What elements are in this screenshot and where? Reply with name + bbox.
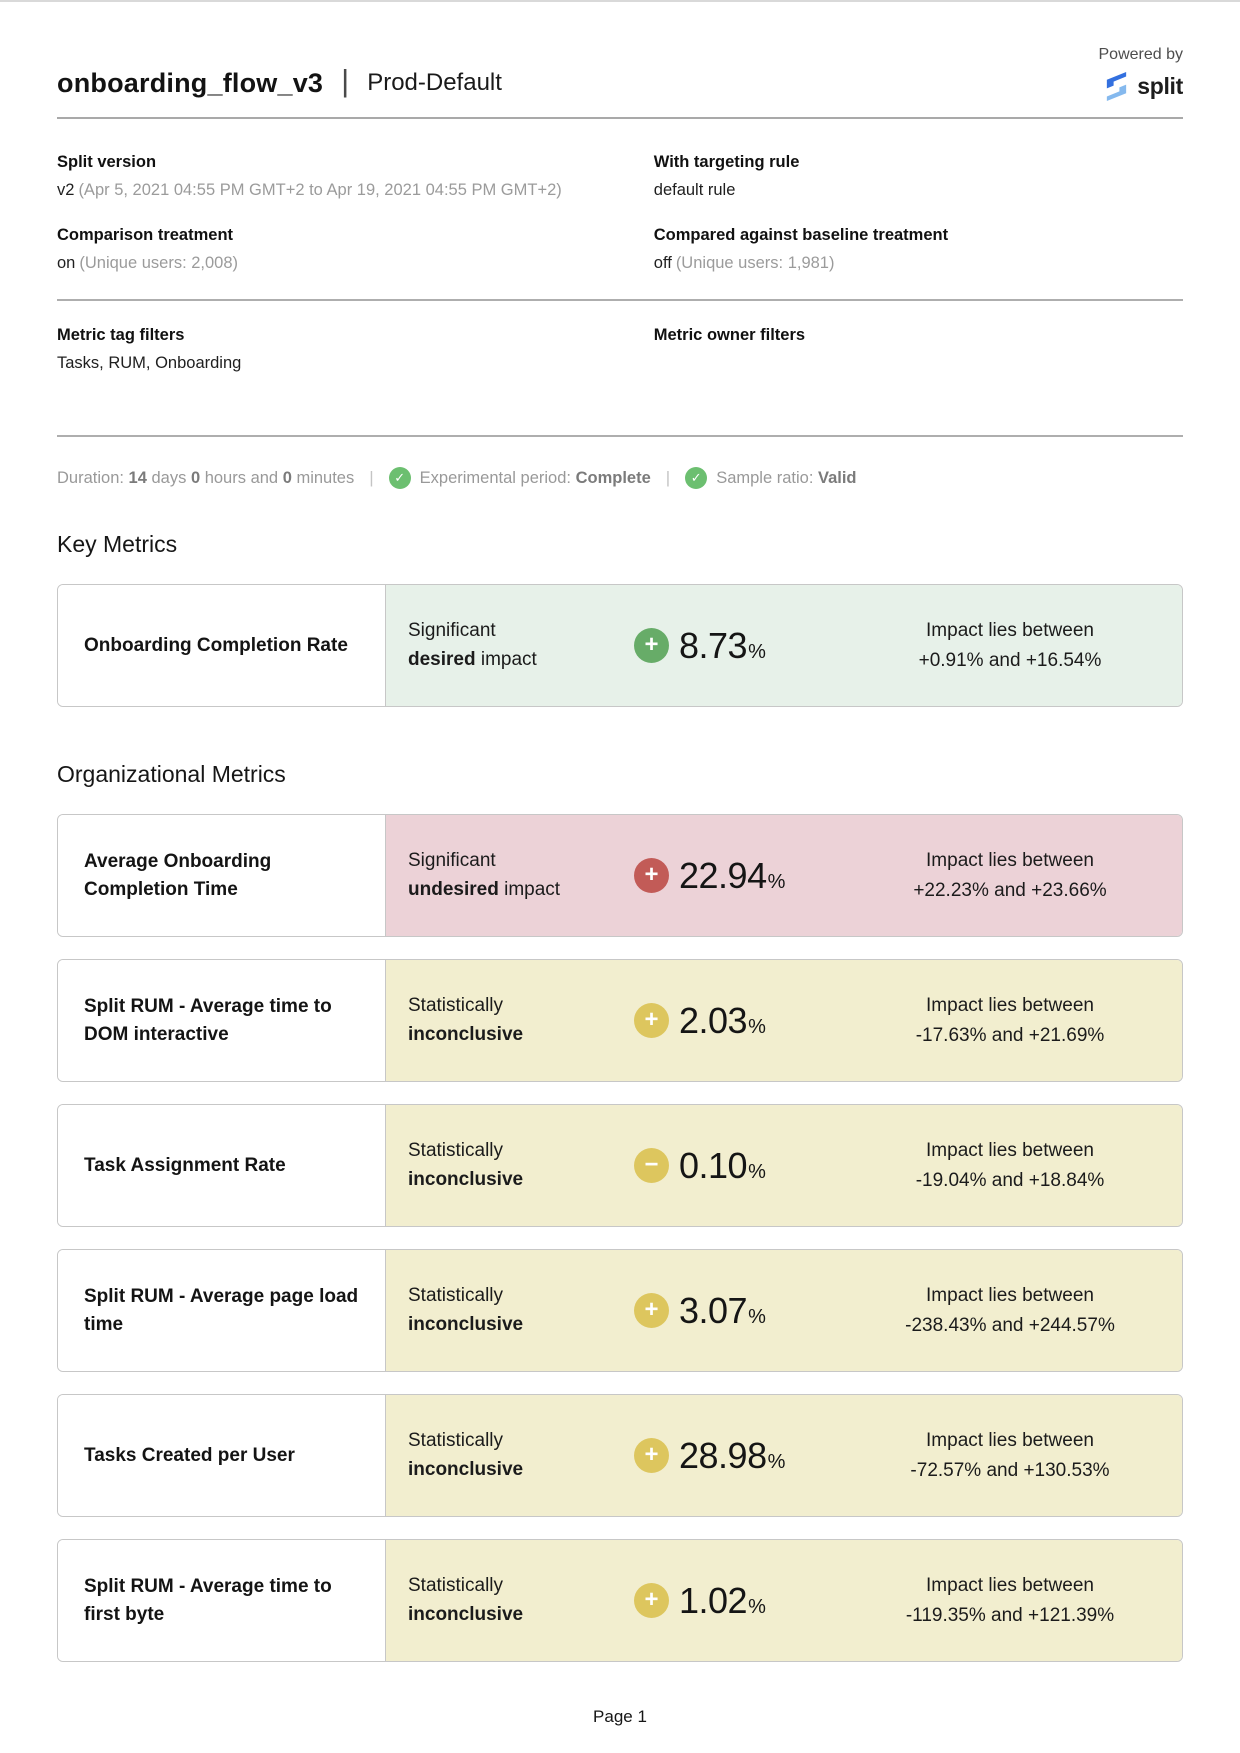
organizational-metrics-heading: Organizational Metrics (57, 761, 286, 787)
field-value (57, 181, 654, 200)
divider (57, 435, 1183, 437)
value-main: v2 (57, 181, 75, 199)
metric-name: Task Assignment Rate (58, 1105, 386, 1226)
sample-ratio-text: Sample ratio: Valid (716, 468, 857, 487)
field-label: Comparison treatment (57, 226, 234, 244)
metric-card (57, 1104, 1183, 1227)
brand-name: split (1137, 73, 1183, 99)
field-baseline-treatment (654, 226, 1183, 273)
field-comparison-treatment (57, 226, 654, 273)
metric-result (386, 1250, 1182, 1371)
field-value (654, 354, 1183, 373)
meta-block-filters (57, 301, 1183, 435)
significance-text: Significant undesired impact (408, 850, 561, 900)
value-main: off (653, 254, 672, 272)
impact-value: + 28.98 % (634, 1435, 872, 1477)
field-label: With targeting rule (653, 153, 800, 171)
field-label: Split version (57, 153, 157, 171)
field-split-version (57, 153, 654, 200)
title-row (57, 65, 502, 101)
minus-circle-icon: − (634, 1148, 669, 1183)
metric-result (386, 960, 1182, 1081)
metric-result (386, 1395, 1182, 1516)
value-main: default rule (653, 181, 736, 199)
impact-range: Impact lies between +22.23% and +23.66% (913, 850, 1107, 901)
metric-result (386, 1105, 1182, 1226)
metric-card (57, 814, 1183, 937)
metric-name: Average Onboarding Completion Time (58, 815, 386, 936)
status-bar (57, 467, 1183, 489)
plus-circle-icon: + (634, 628, 669, 663)
title-separator: | (341, 63, 350, 98)
metric-name: Split RUM - Average time to first byte (58, 1540, 386, 1661)
plus-circle-icon: + (634, 1293, 669, 1328)
field-label: Metric tag filters (57, 326, 185, 344)
significance-text: Statistically inconclusive (408, 1430, 524, 1480)
metric-card (57, 959, 1183, 1082)
significance-text: Significant desired impact (408, 620, 537, 670)
impact-range: Impact lies between -119.35% and +121.39% (905, 1575, 1115, 1626)
metric-card (57, 584, 1183, 707)
significance-text: Statistically inconclusive (408, 1140, 524, 1190)
field-value (57, 254, 654, 273)
value-main: on (57, 254, 76, 272)
impact-range: Impact lies between +0.91% and +16.54% (918, 620, 1102, 671)
impact-value: − 0.10 % (634, 1145, 872, 1187)
value-muted: (Unique users: 1,981) (675, 254, 835, 272)
metric-name: Tasks Created per User (58, 1395, 386, 1516)
brand-block (1099, 46, 1184, 101)
field-label: Metric owner filters (653, 326, 806, 344)
value-muted: (Unique users: 2,008) (79, 254, 239, 272)
metric-result (386, 815, 1182, 936)
field-targeting-rule (654, 153, 1183, 200)
check-circle-icon: ✓ (685, 467, 707, 489)
experimental-period-text: Experimental period: Complete (419, 468, 651, 487)
impact-value: + 3.07 % (634, 1290, 872, 1332)
impact-value: + 8.73 % (634, 625, 872, 667)
significance-text: Statistically inconclusive (408, 1285, 524, 1335)
field-label: Compared against baseline treatment (653, 226, 949, 244)
impact-value: + 1.02 % (634, 1580, 872, 1622)
value-main: Tasks, RUM, Onboarding (57, 354, 242, 372)
plus-circle-icon: + (634, 1003, 669, 1038)
metric-card (57, 1539, 1183, 1662)
impact-value: + 2.03 % (634, 1000, 872, 1042)
impact-value: + 22.94 % (634, 855, 872, 897)
powered-by-label: Powered by (1098, 46, 1183, 63)
significance-text: Statistically inconclusive (408, 995, 524, 1045)
metric-card (57, 1394, 1183, 1517)
metric-card (57, 1249, 1183, 1372)
key-metrics-heading: Key Metrics (57, 531, 178, 557)
field-value (654, 254, 1183, 273)
field-value (57, 354, 654, 373)
field-metric-owner-filters (654, 326, 1183, 373)
page-title: onboarding_flow_v3 (57, 67, 324, 98)
plus-circle-icon: + (634, 1438, 669, 1473)
metric-result (386, 585, 1182, 706)
metric-name: Onboarding Completion Rate (58, 585, 386, 706)
metric-result (386, 1540, 1182, 1661)
duration-text: Duration: 14 days 0 hours and 0 minutes (57, 468, 355, 487)
plus-circle-icon: + (634, 858, 669, 893)
metric-name: Split RUM - Average page load time (58, 1250, 386, 1371)
meta-block-treatments (57, 119, 1183, 299)
field-value (654, 181, 1183, 200)
impact-range: Impact lies between -238.43% and +244.57% (905, 1285, 1115, 1336)
page-number: Page 1 (593, 1707, 647, 1726)
impact-range: Impact lies between -19.04% and +18.84% (915, 1140, 1105, 1191)
significance-text: Statistically inconclusive (408, 1575, 524, 1625)
field-metric-tag-filters (57, 326, 654, 373)
split-logo-icon (1103, 72, 1130, 101)
environment-name: Prod-Default (367, 69, 502, 96)
report-header (57, 2, 1183, 119)
impact-range: Impact lies between -72.57% and +130.53% (910, 1430, 1110, 1481)
metric-name: Split RUM - Average time to DOM interactive (58, 960, 386, 1081)
value-muted: (Apr 5, 2021 04:55 PM GMT+2 to Apr 19, 2021 04:55 PM GMT+2) (78, 181, 562, 199)
status-separator: | (369, 468, 374, 487)
brand-row (1103, 72, 1183, 101)
impact-range: Impact lies between -17.63% and +21.69% (915, 995, 1105, 1046)
check-circle-icon: ✓ (389, 467, 411, 489)
plus-circle-icon: + (634, 1583, 669, 1618)
status-separator: | (665, 468, 671, 487)
